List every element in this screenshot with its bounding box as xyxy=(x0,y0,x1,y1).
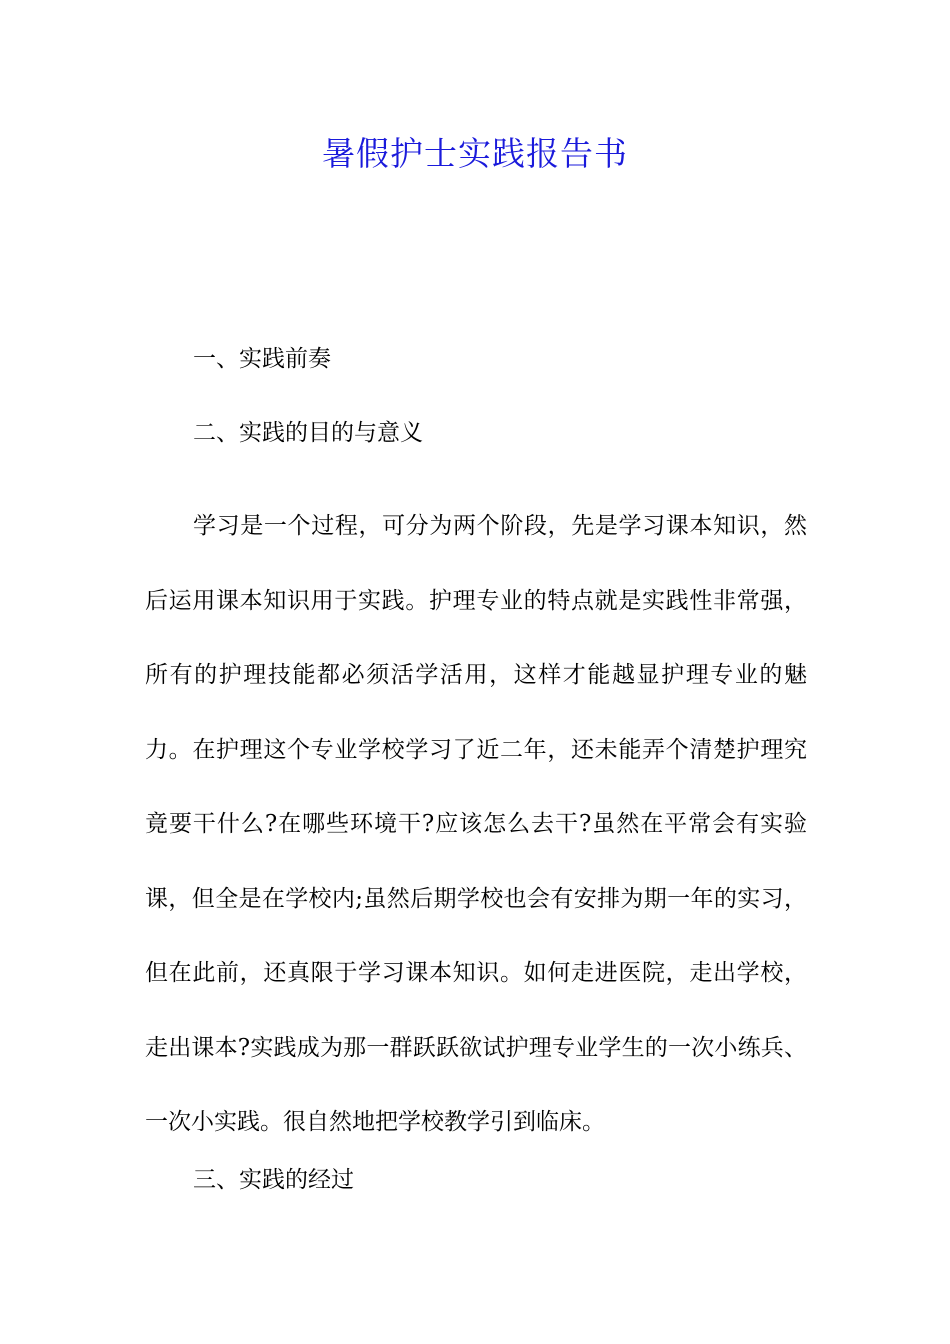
section-heading-purpose: 二、实践的目的与意义 xyxy=(193,420,423,446)
section-heading-process: 三、实践的经过 xyxy=(193,1167,354,1193)
section-heading-prelude: 一、实践前奏 xyxy=(193,346,331,372)
document-title: 暑假护士实践报告书 xyxy=(322,134,628,173)
body-paragraph: 学习是一个过程，可分为两个阶段，先是学习课本知识，然后运用课本知识用于实践。护理专业的特点就是实践性非常强，所有的护理技能都必须活学活用，这样才能越显护理专业的魅力。在护理这个专业学校学习了近二年，还未能弄个清楚护理究竟要干什么?在哪些环境干?应该怎么去干?虽然在平常会有实验课，但全是在学校内;虽然后期学校也会有安排为期一年的实习，但在此前，还真限于学习课本知识。如何走进医院，走出学校，走出课本?实践成为那一群跃跃欲试护理专业学生的一次小练兵、一次小实践。很自然地把学校教学引到临床。 xyxy=(145,513,807,1135)
